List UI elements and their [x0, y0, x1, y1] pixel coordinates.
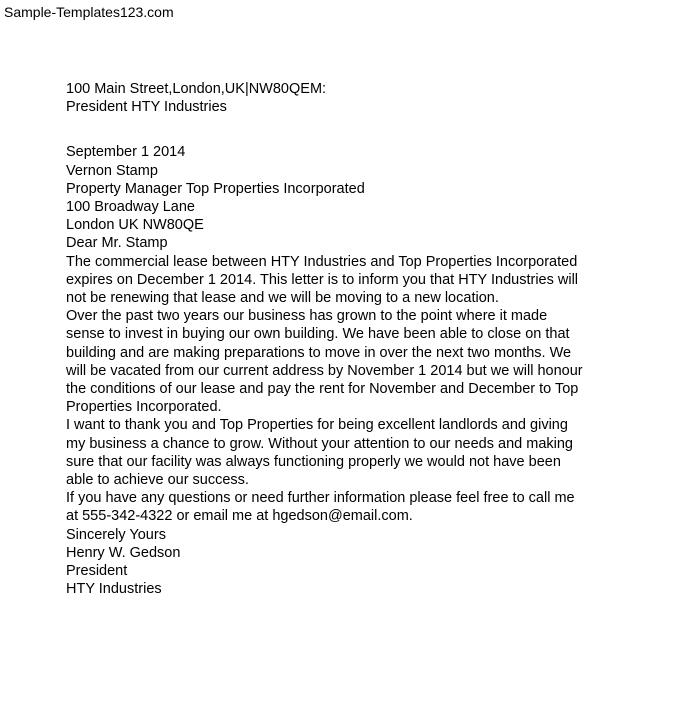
body-line: building and are making preparations to move in over the next two months. We [66, 344, 572, 361]
salutation: Dear Mr. Stamp [66, 235, 168, 252]
body-line: will be vacated from our current address by November 1 2014 but we will honour [66, 362, 583, 379]
body-line: my business a chance to grow. Without your attention to our needs and making [66, 435, 573, 452]
recipient-block [66, 143, 686, 234]
body-line: not be renewing that lease and we will be moving to a new location. [66, 290, 499, 307]
closing-block [66, 526, 686, 599]
recipient-title: Property Manager Top Properties Incorporated [66, 180, 365, 197]
closing-phrase: Sincerely Yours [66, 526, 166, 543]
body-line: able to achieve our success. [66, 472, 249, 489]
body-line: sure that our facility was always functioning properly we would not have been [66, 453, 561, 470]
body-line: expires on December 1 2014. This letter is to inform you that HTY Industries will [66, 271, 579, 288]
body-line: sense to invest in buying our own building. We have been able to close on that [66, 326, 570, 343]
letter-date: September 1 2014 [66, 144, 186, 161]
recipient-name: Vernon Stamp [66, 162, 158, 179]
sender-address: 100 Main Street,London,UK|NW80QEM: [66, 81, 327, 97]
letter-body [66, 253, 686, 526]
sender-block [66, 80, 686, 116]
body-line: Properties Incorporated. [66, 399, 222, 416]
body-line: Over the past two years our business has grown to the point where it made [66, 308, 548, 325]
body-line: the conditions of our lease and pay the rent for November and December to Top [66, 381, 579, 398]
body-line: If you have any questions or need further information please feel free to call me [66, 490, 575, 507]
body-line: The commercial lease between HTY Industries and Top Properties Incorporated [66, 253, 578, 270]
signer-title: President [66, 563, 128, 580]
letter [66, 80, 686, 598]
body-line: at 555-342-4322 or email me at hgedson@email.com. [66, 508, 413, 525]
recipient-city: London UK NW80QE [66, 217, 204, 234]
signer-company: HTY Industries [66, 581, 162, 598]
watermark-text: Sample-Templates123.com [4, 4, 174, 20]
signer-name: Henry W. Gedson [66, 544, 181, 561]
body-line: I want to thank you and Top Properties for being excellent landlords and giving [66, 417, 568, 434]
sender-title: President HTY Industries [66, 99, 227, 116]
recipient-street: 100 Broadway Lane [66, 199, 195, 216]
